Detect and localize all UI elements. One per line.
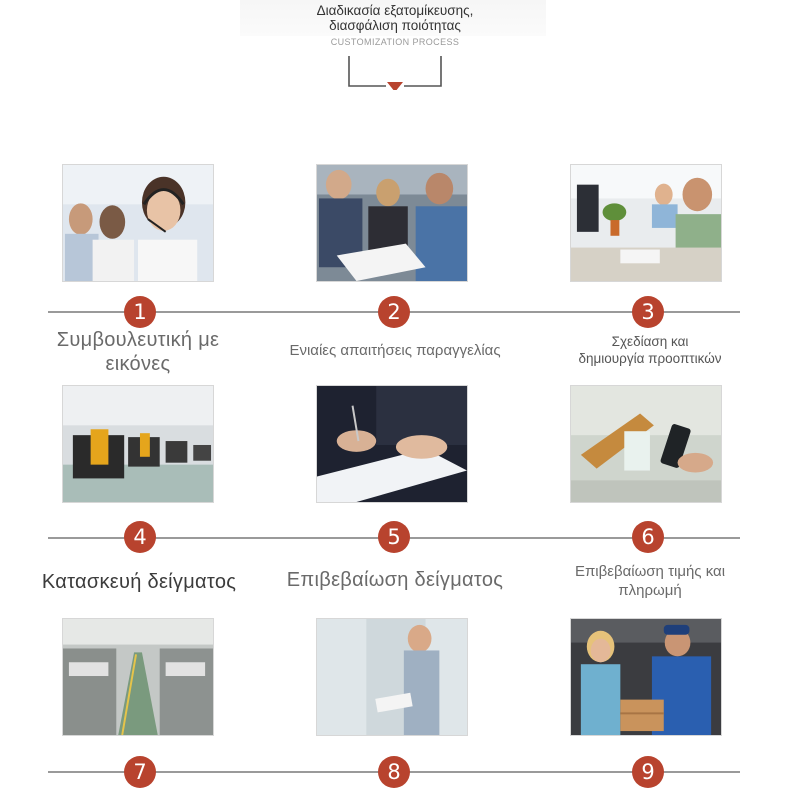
- step-label-5: Επιβεβαίωση δείγματος: [286, 569, 504, 591]
- step-badge-7: 7: [124, 756, 156, 788]
- step-badge-4: 4: [124, 521, 156, 553]
- header-subtitle: CUSTOMIZATION PROCESS: [330, 37, 460, 47]
- photo-business-meeting: [316, 164, 468, 282]
- step-badge-6: 6: [632, 521, 664, 553]
- step-label-3: Σχεδίαση και δημιουργία προοπτικών: [578, 334, 722, 366]
- step-badge-2: 2: [378, 296, 410, 328]
- step-label-6: Επιβεβαίωση τιμής και πληρωμή: [574, 563, 726, 599]
- step-badge-1: 1: [124, 296, 156, 328]
- photo-quality-inspector: [316, 618, 468, 736]
- header-title-line1: Διαδικασία εξατομίκευσης,: [316, 3, 474, 18]
- step-badge-5: 5: [378, 521, 410, 553]
- header-title-line2: διασφάλιση ποιότητας: [329, 18, 461, 33]
- step-label-2: Ενιαίες απαιτήσεις παραγγελίας: [289, 342, 501, 359]
- bracket-arrow-icon: [348, 56, 442, 90]
- photo-printing-machines: [62, 385, 214, 503]
- photo-signing-document: [316, 385, 468, 503]
- photo-mobile-payment: [570, 385, 722, 503]
- step-badge-9: 9: [632, 756, 664, 788]
- photo-package-delivery: [570, 618, 722, 736]
- step-badge-8: 8: [378, 756, 410, 788]
- step-label-1: Συμβουλευτική με εικόνες: [56, 329, 220, 375]
- step-badge-3: 3: [632, 296, 664, 328]
- photo-call-center: [62, 164, 214, 282]
- process-header: [0, 0, 790, 120]
- step-label-4: Κατασκευή δείγματος: [41, 571, 237, 593]
- photo-factory-floor: [62, 618, 214, 736]
- photo-office-designer: [570, 164, 722, 282]
